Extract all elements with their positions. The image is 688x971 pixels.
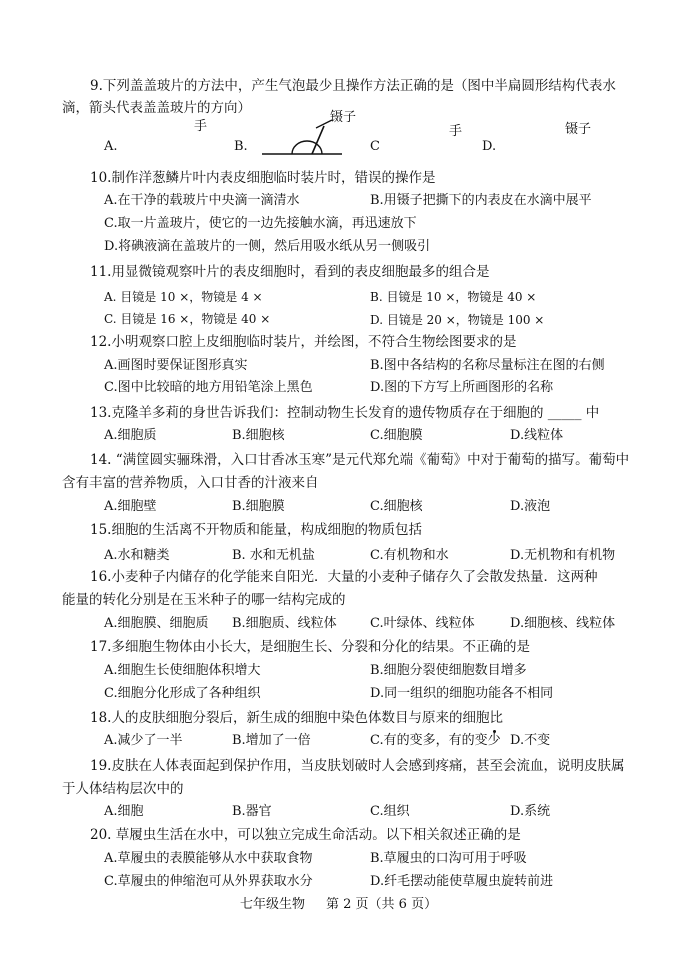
q13-option-c: C.细胞膜 bbox=[370, 428, 423, 443]
q18-option-c-emphasis: 少 bbox=[487, 733, 501, 748]
q10-option-c: C.取一片盖玻片，使它的一边先接触水滴，再迅速放下 bbox=[104, 216, 417, 231]
q9-stem-line1: 9.下列盖盖玻片的方法中，产生气泡最少且操作方法正确的是（图中半扁圆形结构代表水 bbox=[90, 78, 616, 94]
q9-option-a: A. bbox=[104, 139, 118, 154]
q10-stem: 10.制作洋葱鳞片叶内表皮细胞临时装片时，错误的操作是 bbox=[90, 170, 436, 186]
q9-figure-b-coverslip-diagram bbox=[262, 118, 344, 158]
q16-stem-line2: 能量的转化分别是在玉米种子的哪一结构完成的 bbox=[62, 592, 346, 608]
q9-option-b: B. bbox=[234, 139, 248, 154]
q16-option-d: D.细胞核、线粒体 bbox=[510, 616, 616, 631]
q19-stem-line1: 19.皮肤在人体表面起到保护作用，当皮肤划破时人会感到疼痛，甚至会流血，说明皮肤属 bbox=[90, 758, 625, 774]
q18-option-c bbox=[370, 731, 501, 751]
q19-stem-line2: 于人体结构层次中的 bbox=[62, 781, 184, 797]
q12-option-b: B.图中各结构的名称尽量标注在图的右侧 bbox=[370, 358, 605, 373]
q13-option-d: D.线粒体 bbox=[510, 428, 564, 443]
q18-option-d: D.不变 bbox=[510, 733, 551, 748]
q19-option-a: A.细胞 bbox=[104, 804, 144, 819]
q17-option-a: A.细胞生长使细胞体积增大 bbox=[104, 663, 261, 678]
q9-figure-b-tweezer-label: 镊子 bbox=[330, 110, 357, 125]
q13-option-b: B.细胞核 bbox=[232, 428, 285, 443]
q11-option-a: A. 目镜是 10 ×，物镜是 4 × bbox=[104, 290, 263, 304]
q9-figure-c-hand-label: 手 bbox=[449, 124, 463, 139]
q19-option-c: C.组织 bbox=[370, 804, 410, 819]
q14-stem-line2: 含有丰富的营养物质，入口甘香的汁液来自 bbox=[62, 475, 319, 491]
q16-stem-line1: 16.小麦种子内储存的化学能来自阳光．大量的小麦种子储存久了会散发热量．这两种 bbox=[90, 569, 598, 585]
q15-option-c: C.有机物和水 bbox=[370, 548, 449, 563]
q13-option-a: A.细胞质 bbox=[104, 428, 157, 443]
q14-option-a: A.细胞壁 bbox=[104, 499, 157, 514]
q20-option-a: A.草履虫的表膜能够从水中获取食物 bbox=[104, 851, 313, 866]
q13-stem: 13.克隆羊多莉的身世告诉我们：控制动物生长发育的遗传物质存在于细胞的 _____ 中 bbox=[90, 405, 600, 421]
q17-option-c: C.细胞分化形成了各种组织 bbox=[104, 686, 261, 701]
q15-option-d: D.无机物和有机物 bbox=[510, 548, 616, 563]
q20-option-c: C.草履虫的伸缩泡可从外界获取水分 bbox=[104, 874, 313, 889]
q11-option-c: C. 目镜是 16 ×，物镜是 40 × bbox=[104, 312, 271, 326]
q17-option-b: B.细胞分裂使细胞数目增多 bbox=[370, 663, 527, 678]
q19-option-b: B.器官 bbox=[232, 804, 272, 819]
q12-option-d: D.图的下方写上所画图形的名称 bbox=[370, 380, 554, 395]
q12-stem: 12.小明观察口腔上皮细胞临时装片，并绘图，不符合生物绘图要求的是 bbox=[90, 334, 517, 350]
q17-stem: 17.多细胞生物体由小长大，是细胞生长、分裂和分化的结果。不正确的是 bbox=[90, 639, 530, 655]
q14-option-b: B.细胞膜 bbox=[232, 499, 285, 514]
q15-option-b: B. 水和无机盐 bbox=[232, 548, 315, 563]
q17-option-d: D.同一组织的细胞功能各不相同 bbox=[370, 686, 554, 701]
q9-figure-a-hand-label: 手 bbox=[194, 119, 208, 134]
q15-option-a: A.水和糖类 bbox=[104, 548, 170, 563]
q9-option-d: D. bbox=[482, 139, 497, 154]
q16-option-b: B.细胞质、线粒体 bbox=[232, 616, 337, 631]
q11-stem: 11.用显微镜观察叶片的表皮细胞时，看到的表皮细胞最多的组合是 bbox=[90, 264, 490, 280]
q14-option-c: C.细胞核 bbox=[370, 499, 423, 514]
q10-option-b: B.用镊子把撕下的内表皮在水滴中展平 bbox=[370, 193, 592, 208]
q20-option-d: D.纤毛摆动能使草履虫旋转前进 bbox=[370, 874, 554, 889]
q19-option-d: D.系统 bbox=[510, 804, 551, 819]
q18-option-a: A.减少了一半 bbox=[104, 733, 183, 748]
footer-page-number: 第 2 页（共 6 页） bbox=[326, 897, 438, 912]
q18-option-b: B.增加了一倍 bbox=[232, 733, 311, 748]
q10-option-d: D.将碘液滴在盖玻片的一侧，然后用吸水纸从另一侧吸引 bbox=[104, 239, 431, 254]
q20-stem: 20. 草履虫生活在水中，可以独立完成生命活动。以下相关叙述正确的是 bbox=[90, 827, 521, 843]
q18-option-c-text: C.有的变多，有的变 bbox=[370, 733, 488, 748]
q12-option-a: A.画图时要保证图形真实 bbox=[104, 358, 248, 373]
q10-option-a: A.在干净的载玻片中央滴一滴清水 bbox=[104, 193, 300, 208]
q20-option-b: B.草履虫的口沟可用于呼吸 bbox=[370, 851, 527, 866]
q18-stem: 18.人的皮肤细胞分裂后，新生成的细胞中染色体数目与原来的细胞比 bbox=[90, 710, 503, 726]
q14-stem-line1: 14. “满筐圆实骊珠滑，入口甘香冰玉寒”是元代郑允端《葡萄》中对于葡萄的描写。葡萄中 bbox=[90, 452, 630, 468]
q14-option-d: D.液泡 bbox=[510, 499, 551, 514]
q9-stem-line2: 滴，箭头代表盖盖玻片的方向） bbox=[62, 100, 251, 116]
q16-option-c: C.叶绿体、线粒体 bbox=[370, 616, 475, 631]
footer-subject: 七年级生物 bbox=[240, 897, 306, 912]
q15-stem: 15.细胞的生活离不开物质和能量，构成细胞的物质包括 bbox=[90, 522, 422, 538]
q11-option-d: D. 目镜是 20 ×，物镜是 100 × bbox=[370, 313, 545, 327]
q12-option-c: C.图中比较暗的地方用铅笔涂上黑色 bbox=[104, 380, 313, 395]
q16-option-a: A.细胞膜、细胞质 bbox=[104, 616, 209, 631]
q9-option-c: C bbox=[370, 139, 380, 154]
q9-figure-d-tweezer-label: 镊子 bbox=[565, 122, 592, 137]
q11-option-b: B. 目镜是 10 ×，物镜是 40 × bbox=[370, 290, 537, 304]
